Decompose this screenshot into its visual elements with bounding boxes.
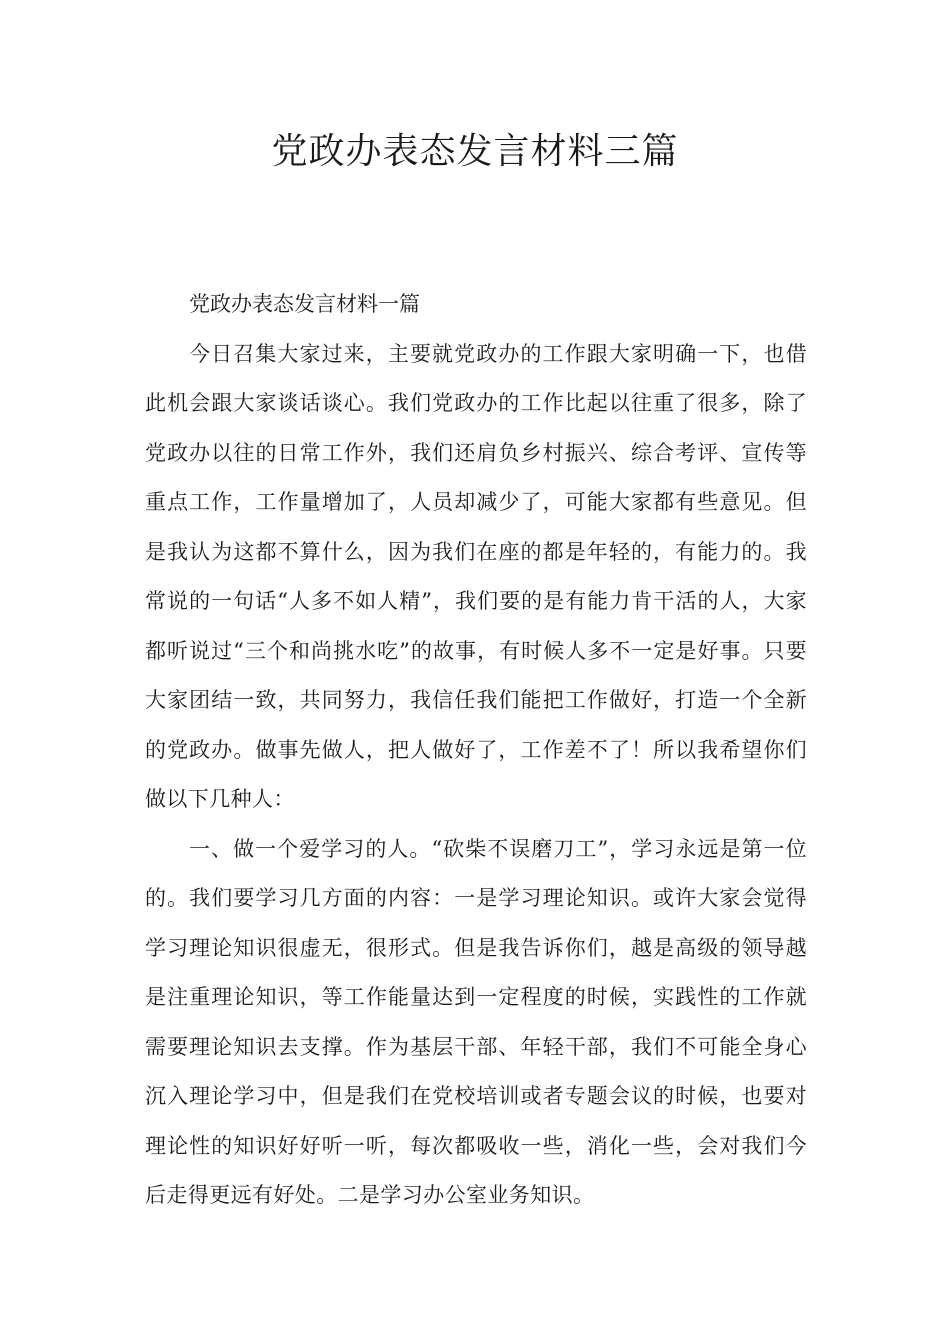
section-heading: 党政办表态发言材料一篇 <box>189 292 420 316</box>
document-body <box>145 280 807 1221</box>
paragraph-point-one: 一、做一个爱学习的人。“砍柴不误磨刀工”，学习永远是第一位的。我们要学习几方面的内容：一是学习理论知识。或许大家会觉得学习理论知识很虚无，很形式。但是我告诉你们，越是高级的领导越是注重理论知识，等工作能量达到一定程度的时候，实践性的工作就需要理论知识去支撑。作为基层干部、年轻干部，我们不可能全身心沉入理论学习中，但是我们在党校培训或者专题会议的时候，也要对理论性的知识好好听一听，每次都吸收一些，消化一些，会对我们今后走得更远有好处。二是学习办公室业务知识。 <box>145 836 807 1207</box>
document-title: 党政办表态发言材料三篇 <box>271 131 679 172</box>
paragraph-intro: 今日召集大家过来，主要就党政办的工作跟大家明确一下，也借此机会跟大家谈话谈心。我们党政办的工作比起以往重了很多，除了党政办以往的日常工作外，我们还肩负乡村振兴、综合考评、宣传等重点工作，工作量增加了，人员却减少了，可能大家都有些意见。但是我认为这都不算什么，因为我们在座的都是年轻的，有能力的。我常说的一句话“人多不如人精”，我们要的是有能力肯干活的人，大家都听说过“三个和尚挑水吃”的故事，有时候人多不一定是好事。只要大家团结一致，共同努力，我信任我们能把工作做好，打造一个全新的党政办。做事先做人，把人做好了，工作差不了！所以我希望你们做以下几种人： <box>145 341 807 811</box>
